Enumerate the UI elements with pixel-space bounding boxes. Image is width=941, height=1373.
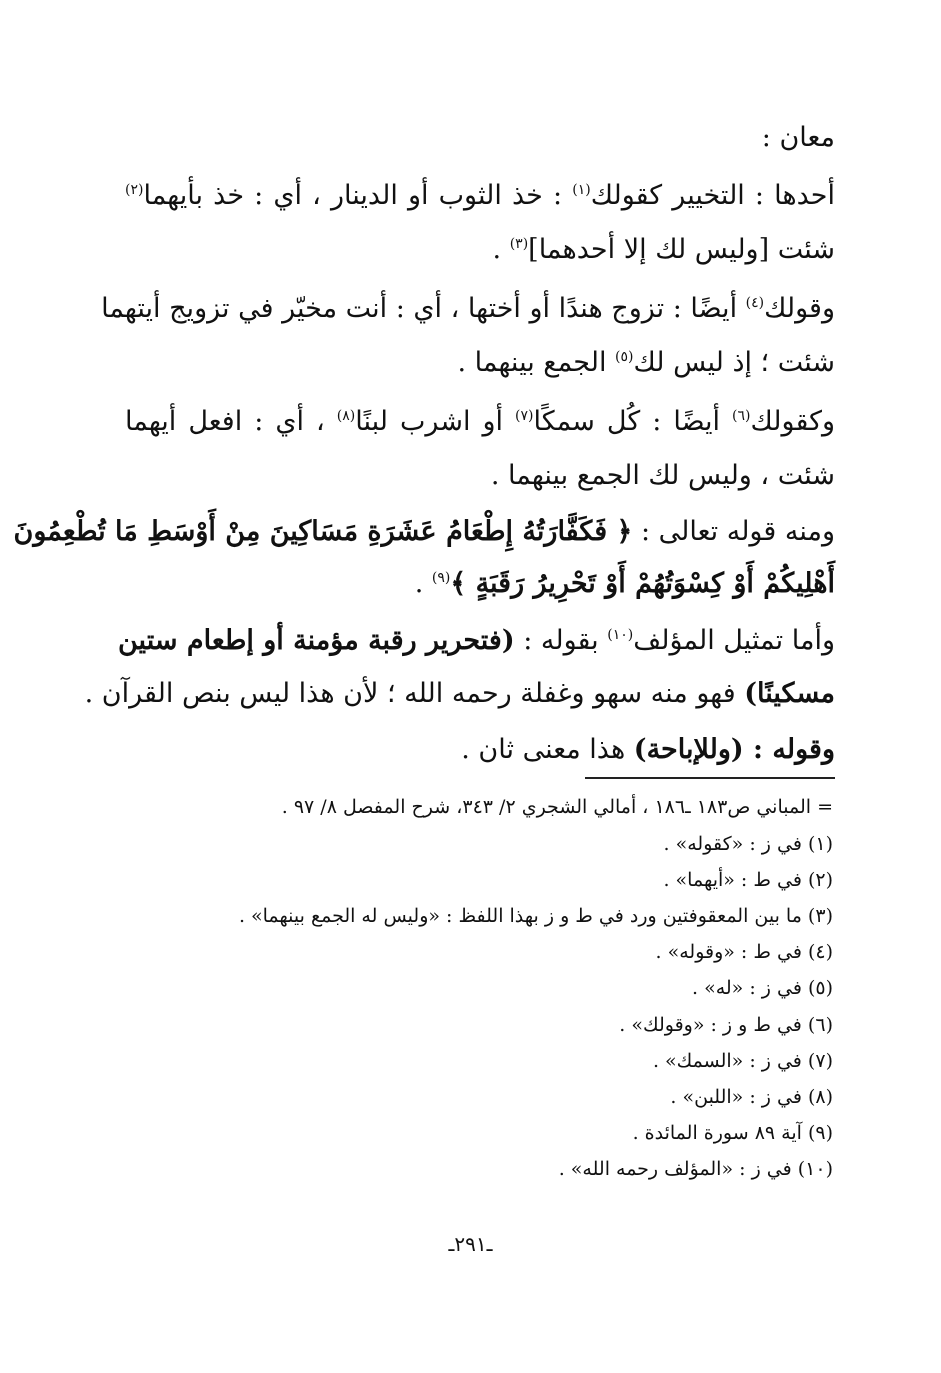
footnote-4 xyxy=(130,941,833,964)
paragraph-5-line-1 xyxy=(118,625,835,657)
text: شئت ؛ إذ ليس لك xyxy=(633,347,835,378)
paragraph-4-line-1 xyxy=(13,516,835,548)
footnote-3 xyxy=(130,905,833,928)
footnote-ref-9[interactable]: (٩) xyxy=(431,570,451,586)
heading-text: معان : xyxy=(761,122,835,153)
quoted-text: (فتحرير رقبة مؤمنة أو إطعام ستين xyxy=(118,625,515,656)
commentary-lemma: وقوله : (وللإباحة) xyxy=(633,734,835,765)
text: أو اشرب لبنًا xyxy=(355,406,516,437)
paragraph-3-line-2 xyxy=(125,460,835,492)
text: أيضًا : تزوج هندًا أو أختها ، أي : أنت مخيّر في تزويج أيتهما xyxy=(101,293,746,324)
text: (١) في ز : «كقوله» . xyxy=(663,833,833,855)
text: وأما تمثيل المؤلف xyxy=(633,625,835,656)
text: بقوله : xyxy=(514,625,608,656)
text: (٤) في ط : «وقوله» . xyxy=(655,941,833,963)
footnote-1 xyxy=(130,833,833,856)
footnote-9 xyxy=(130,1122,833,1145)
paragraph-1-line-1 xyxy=(125,180,835,212)
text: = المباني ص١٨٣ ـ١٨٦ ، أمالي الشجري ٢/ ٣٤٣، شرح المفصل ٨/ ٩٧ . xyxy=(281,796,833,818)
text: شئت [وليس لك إلا أحدهما] xyxy=(528,234,835,265)
text: أحدها : التخيير كقولك xyxy=(590,180,835,211)
text: (٥) في ز : «له» . xyxy=(691,977,833,999)
footnote-2 xyxy=(130,869,833,892)
footnote-ref-5[interactable]: (٥) xyxy=(615,349,634,365)
text: وقولك xyxy=(764,293,835,324)
footnote-5 xyxy=(130,977,833,1000)
text: (١٠) في ز : «المؤلف رحمه الله» . xyxy=(558,1158,833,1180)
footnote-ref-2[interactable]: (٢) xyxy=(125,182,144,198)
text: (٨) في ز : «اللبن» . xyxy=(670,1086,833,1108)
text: فهو منه سهو وغفلة رحمه الله ؛ لأن هذا ليس بنص القرآن . xyxy=(84,678,745,709)
text: (٦) في ط و ز : «وقولك» . xyxy=(619,1014,833,1036)
text: هذا معنى ثان . xyxy=(461,734,634,765)
text: (٢) في ط : «أيهما» . xyxy=(663,869,833,891)
footnote-divider xyxy=(585,777,835,779)
quran-verse: ﴿ فَكَفَّارَتُهُ إِطْعَامُ عَشَرَةِ مَسَاكِينَ مِنْ أَوْسَطِ مَا تُطْعِمُونَ xyxy=(13,516,633,547)
heading-line xyxy=(125,122,835,154)
paragraph-2-line-1 xyxy=(101,293,835,325)
paragraph-1-line-2 xyxy=(125,234,835,266)
text: الجمع بينهما . xyxy=(457,347,616,378)
page-number: ـ٢٩١ـ xyxy=(448,1232,493,1256)
text: . xyxy=(414,568,432,599)
paragraph-4-line-2 xyxy=(125,568,835,600)
footnote-ref-8[interactable]: (٨) xyxy=(336,408,356,424)
paragraph-3-line-1 xyxy=(125,406,835,438)
text: (٧) في ز : «السمك» . xyxy=(652,1050,833,1072)
text: (٩) آية ٨٩ سورة المائدة . xyxy=(632,1122,833,1144)
footnote-ref-10[interactable]: (١٠) xyxy=(607,627,634,643)
footnote-7 xyxy=(130,1050,833,1073)
text: (٣) ما بين المعقوفتين ورد في ط و ز بهذا اللفظ : «وليس له الجمع بينهما» . xyxy=(238,905,833,927)
text: ومنه قوله تعالى : xyxy=(632,516,835,547)
footnote-ref-6[interactable]: (٦) xyxy=(732,408,751,424)
paragraph-5-line-2 xyxy=(84,678,835,710)
footnote-ref-7[interactable]: (٧) xyxy=(515,408,534,424)
text: وكقولك xyxy=(750,406,835,437)
footnote-10 xyxy=(130,1158,833,1181)
text: أيضًا : كُل سمكًا xyxy=(533,406,733,437)
text: شئت ، وليس لك الجمع بينهما . xyxy=(490,460,835,491)
footnote-ref-4[interactable]: (٤) xyxy=(745,295,765,311)
footnote-continuation xyxy=(130,796,833,819)
quran-verse-cont: أَهْلِيكُمْ أَوْ كِسْوَتُهُمْ أَوْ تَحْرِيرُ رَقَبَةٍ ﴾ xyxy=(450,568,835,599)
footnote-ref-1[interactable]: (١) xyxy=(572,182,591,198)
footnote-6 xyxy=(130,1014,833,1037)
footnote-8 xyxy=(130,1086,833,1109)
footnote-ref-3[interactable]: (٣) xyxy=(509,236,529,252)
text: . xyxy=(492,234,510,265)
paragraph-2-line-2 xyxy=(125,347,835,379)
paragraph-6-line-1 xyxy=(125,734,835,766)
quoted-text-cont: مسكينًا) xyxy=(744,678,835,709)
text: : خذ الثوب أو الدينار ، أي : خذ بأيهما xyxy=(143,180,573,211)
text: ، أي : افعل أيهما xyxy=(125,406,337,437)
